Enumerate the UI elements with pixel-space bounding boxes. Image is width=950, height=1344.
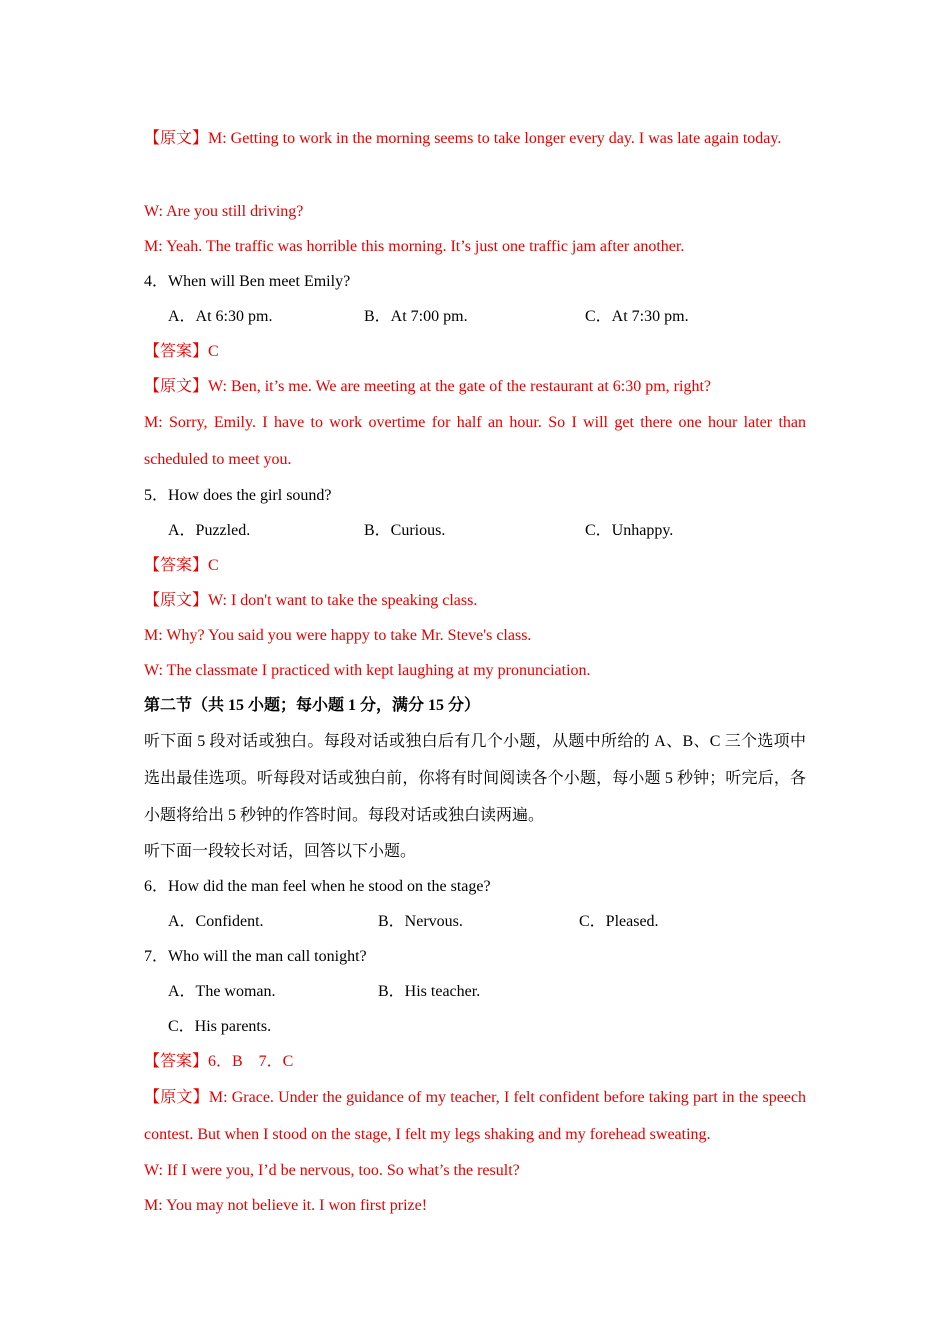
question-4: 4．When will Ben meet Emily? bbox=[144, 273, 351, 290]
option-b: B．Curious. bbox=[364, 522, 446, 539]
section-2-instructions: 听下面 5 段对话或独白。每段对话或独白后有几个小题，从题中所给的 A、B、C 三个选项中选出最佳选项。听每段对话或独白前，你将有时间阅读各个小题，每小题 5 秒钟；听完后，各小题将给出 5 秒钟的作答时间。每段对话或独白读两遍。 bbox=[144, 733, 806, 824]
transcript-4-line-1: 【原文】W: Ben, it’s me. We are meeting at the gate of the restaurant at 6:30 pm, right? bbox=[144, 378, 711, 395]
dialogue-instructions: 听下面一段较长对话，回答以下小题。 bbox=[144, 843, 417, 860]
transcript-6-line-1: 【原文】M: Grace. Under the guidance of my teacher, I felt confident before taking part in the speech contest. But when I stood on the stage, I felt my legs shaking and my forehead sweating. bbox=[144, 1089, 806, 1143]
transcript-6-line-2: W: If I were you, I’d be nervous, too. So what’s the result? bbox=[144, 1162, 520, 1179]
question-6-options bbox=[144, 904, 806, 939]
transcript-5-line-2: M: Why? You said you were happy to take Mr. Steve's class. bbox=[144, 627, 532, 644]
question-4-options bbox=[144, 299, 806, 334]
option-a: A．The woman. bbox=[168, 983, 276, 1000]
option-a: A．Puzzled. bbox=[168, 522, 251, 539]
transcript-4-line-2: M: Sorry, Emily. I have to work overtime for half an hour. So I will get there one hour later than scheduled to meet you. bbox=[144, 414, 806, 468]
answer-4: 【答案】C bbox=[144, 343, 219, 360]
option-b: B．His teacher. bbox=[378, 983, 481, 1000]
transcript-3-line-1: 【原文】M: Getting to work in the morning seems to take longer every day. I was late again today. bbox=[144, 130, 782, 147]
transcript-3-line-2: W: Are you still driving? bbox=[144, 203, 304, 220]
transcript-5-line-3: W: The classmate I practiced with kept laughing at my pronunciation. bbox=[144, 662, 591, 679]
option-b: B．Nervous. bbox=[378, 913, 463, 930]
section-2-heading: 第二节（共 15 小题；每小题 1 分，满分 15 分） bbox=[144, 697, 481, 714]
option-c: C．Pleased. bbox=[579, 913, 659, 930]
question-5: 5．How does the girl sound? bbox=[144, 487, 332, 504]
question-7: 7．Who will the man call tonight? bbox=[144, 948, 367, 965]
answer-6-7: 【答案】6．B 7．C bbox=[144, 1053, 294, 1070]
option-a: A．At 6:30 pm. bbox=[168, 308, 273, 325]
transcript-5-line-1: 【原文】W: I don't want to take the speaking class. bbox=[144, 592, 478, 609]
question-7-options-row-2 bbox=[144, 1009, 806, 1044]
option-c: C．His parents. bbox=[168, 1018, 272, 1035]
document-page bbox=[144, 120, 806, 1223]
transcript-3-line-3: M: Yeah. The traffic was horrible this morning. It’s just one traffic jam after another. bbox=[144, 238, 685, 255]
option-c: C．Unhappy. bbox=[585, 522, 674, 539]
option-c: C．At 7:30 pm. bbox=[585, 308, 689, 325]
option-a: A．Confident. bbox=[168, 913, 264, 930]
question-6: 6．How did the man feel when he stood on the stage? bbox=[144, 878, 491, 895]
answer-5: 【答案】C bbox=[144, 557, 219, 574]
option-b: B．At 7:00 pm. bbox=[364, 308, 468, 325]
transcript-6-line-3: M: You may not believe it. I won first prize! bbox=[144, 1197, 428, 1214]
question-5-options bbox=[144, 513, 806, 548]
question-7-options-row-1 bbox=[144, 974, 806, 1009]
